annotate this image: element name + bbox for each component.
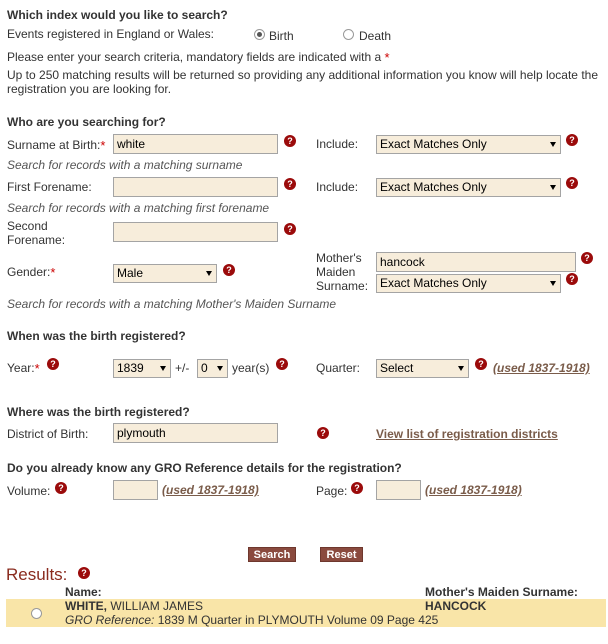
year-range-value: 0 (201, 361, 208, 375)
help-icon[interactable]: ? (475, 358, 487, 370)
mandatory-star: * (384, 50, 390, 65)
year-value: 1839 (117, 361, 144, 375)
required-star: * (34, 361, 40, 376)
events-label: Events registered in England or Wales: (7, 27, 214, 41)
help-icon[interactable]: ? (55, 482, 67, 494)
chevron-down-icon (550, 142, 556, 147)
chevron-down-icon (550, 281, 556, 286)
chevron-down-icon (550, 185, 556, 190)
intro-line-2: Up to 250 matching results will be returned so providing any additional information you know will help locate the (7, 68, 598, 82)
search-button[interactable]: Search (248, 547, 296, 562)
help-icon[interactable]: ? (351, 482, 363, 494)
volume-input[interactable] (113, 480, 158, 500)
help-icon[interactable]: ? (78, 567, 90, 579)
help-icon[interactable]: ? (284, 135, 296, 147)
help-icon[interactable]: ? (223, 264, 235, 276)
required-star: * (50, 265, 56, 280)
surname-input[interactable]: white (113, 134, 278, 154)
volume-used-note[interactable]: (used 1837-1918) (162, 483, 259, 497)
volume-label: Volume: (7, 484, 51, 498)
result-maiden: HANCOCK (425, 599, 487, 613)
chevron-down-icon (160, 366, 166, 371)
maiden-input[interactable]: hancock (376, 252, 576, 272)
where-heading: Where was the birth registered? (7, 405, 190, 419)
help-icon[interactable]: ? (276, 358, 288, 370)
result-select-radio[interactable] (31, 608, 42, 619)
page-input[interactable] (376, 480, 421, 500)
maiden-hint: Search for records with a matching Mother's Maiden Surname (7, 297, 337, 311)
index-question: Which index would you like to search? (7, 8, 228, 22)
help-icon[interactable]: ? (581, 252, 593, 264)
result-gro-detail: 1839 M Quarter in PLYMOUTH Volume 09 Page 425 (157, 613, 439, 627)
years-label: year(s) (232, 361, 270, 375)
help-icon[interactable]: ? (566, 177, 578, 189)
page-used-note[interactable]: (used 1837-1918) (425, 483, 522, 497)
result-gro-label: GRO Reference: (65, 613, 155, 627)
forename-include-select[interactable] (376, 178, 561, 197)
chevron-down-icon (458, 366, 464, 371)
help-icon[interactable]: ? (566, 134, 578, 146)
surname-label: Surname at Birth:* (7, 138, 106, 153)
birth-radio-label: Birth (269, 29, 294, 43)
view-districts-link[interactable]: View list of registration districts (376, 427, 558, 441)
death-radio[interactable] (343, 29, 354, 40)
quarter-used-note[interactable]: (used 1837-1918) (493, 361, 590, 375)
maiden-include-value: Exact Matches Only (380, 276, 487, 290)
forename-include-label: Include: (316, 180, 359, 194)
second-forename-label-2: Forename: (7, 233, 66, 247)
table-row[interactable] (6, 599, 606, 627)
result-name (65, 599, 203, 613)
birth-radio[interactable] (254, 29, 265, 40)
result-gro-reference (65, 613, 438, 627)
reset-button[interactable]: Reset (320, 547, 363, 562)
maiden-label-3: Surname: (316, 279, 369, 293)
forename-input[interactable] (113, 177, 278, 197)
chevron-down-icon (217, 366, 223, 371)
who-heading: Who are you searching for? (7, 115, 166, 129)
year-select[interactable] (113, 359, 171, 378)
gro-heading: Do you already know any GRO Reference details for the registration? (7, 461, 402, 475)
help-icon[interactable]: ? (47, 358, 59, 370)
year-label: Year:* (7, 361, 40, 376)
surname-hint: Search for records with a matching surname (7, 158, 243, 172)
result-surname: WHITE, (65, 599, 107, 613)
gender-label: Gender:* (7, 265, 56, 280)
death-radio-label: Death (359, 29, 392, 43)
result-forenames: WILLIAM JAMES (110, 599, 204, 613)
second-forename-input[interactable] (113, 222, 278, 242)
results-col-name: Name: (65, 585, 102, 599)
gender-value: Male (117, 266, 144, 280)
forename-hint: Search for records with a matching first forename (7, 201, 270, 215)
maiden-label-1: Mother's (316, 251, 362, 265)
intro-line-3: registration you are looking for. (7, 82, 172, 96)
chevron-down-icon (206, 271, 212, 276)
surname-include-label: Include: (316, 137, 359, 151)
intro-line-1: Please enter your search criteria, mandatory fields are indicated with a * (7, 50, 390, 65)
maiden-label-2: Maiden (316, 265, 356, 279)
results-title: Results: (6, 565, 68, 584)
surname-include-select[interactable] (376, 135, 561, 154)
quarter-select[interactable] (376, 359, 469, 378)
help-icon[interactable]: ? (284, 178, 296, 190)
forename-label: First Forename: (7, 180, 92, 194)
gender-select[interactable] (113, 264, 217, 283)
district-label: District of Birth: (7, 427, 89, 441)
page-label: Page: (316, 484, 348, 498)
help-icon[interactable]: ? (284, 223, 296, 235)
plus-minus-label: +/- (175, 361, 190, 375)
forename-include-value: Exact Matches Only (380, 180, 487, 194)
when-heading: When was the birth registered? (7, 329, 186, 343)
surname-include-value: Exact Matches Only (380, 137, 487, 151)
results-col-maiden: Mother's Maiden Surname: (425, 585, 578, 599)
maiden-include-select[interactable] (376, 274, 561, 293)
district-input[interactable]: plymouth (113, 423, 278, 443)
required-star: * (100, 138, 106, 153)
quarter-label: Quarter: (316, 361, 361, 375)
second-forename-label-1: Second (7, 219, 48, 233)
help-icon[interactable]: ? (317, 427, 329, 439)
help-icon[interactable]: ? (566, 273, 578, 285)
year-range-select[interactable] (197, 359, 228, 378)
quarter-value: Select (380, 361, 414, 375)
